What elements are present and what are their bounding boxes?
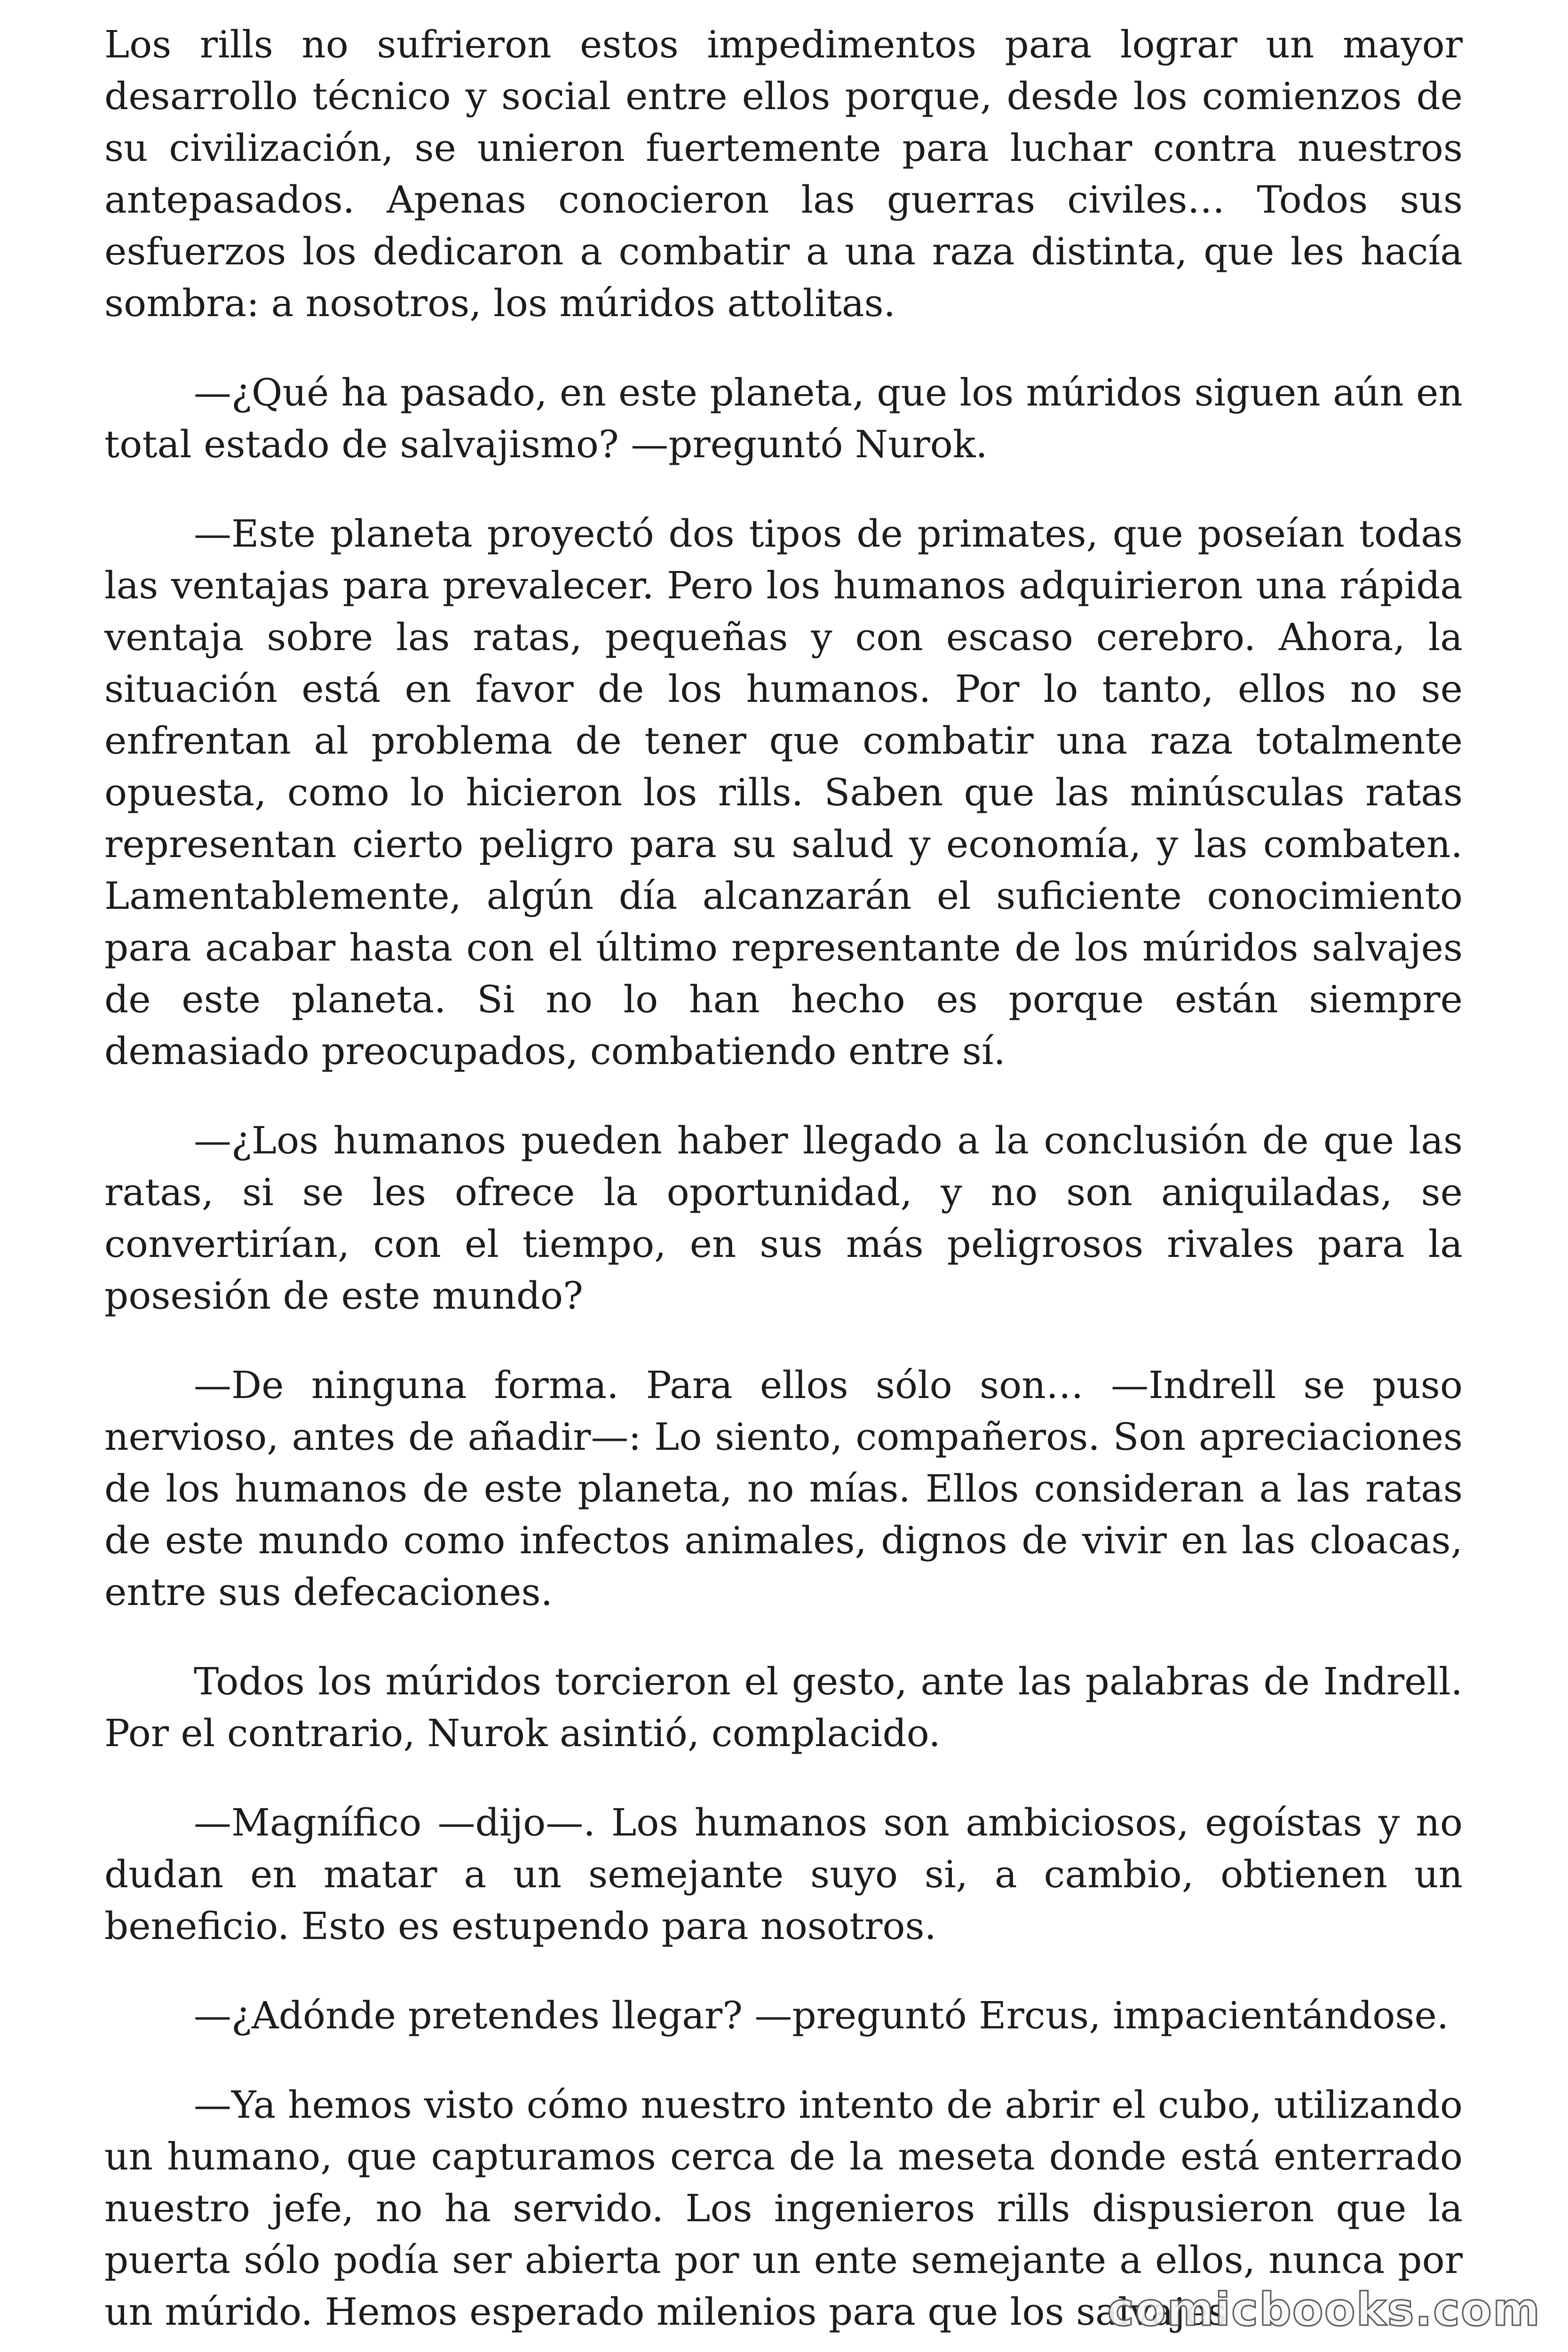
- paragraph-8: —¿Adónde pretendes llegar? —preguntó Ercus, impacientándose.: [194, 1994, 1449, 2037]
- book-page-text: [104, 19, 1463, 2338]
- site-watermark: comicbooks.com: [1107, 2283, 1541, 2336]
- paragraph-5: —De ninguna forma. Para ellos sólo son… —Indrell se puso nervioso, antes de añadir—: Lo siento, compañeros. Son apreciaciones de los humanos de este planeta, no mías. Ellos consideran a las ratas de este mundo como infectos animales, dignos de vivir en las cloacas, entre sus defecaciones.: [104, 1363, 1463, 1614]
- paragraph-9: —Ya hemos visto cómo nuestro intento de abrir el cubo, utilizando un humano, que capturamos cerca de la meseta donde está enterrado nuestro jefe, no ha servido. Los ingenieros rills dispusieron que la puerta sólo podía ser abierta por un ente semejante a ellos, nunca por un múrido. Hemos esperado milenios para que los salvajes: [104, 2083, 1463, 2334]
- paragraph-6: Todos los múridos torcieron el gesto, ante las palabras de Indrell. Por el contrario, Nurok asintió, complacido.: [104, 1660, 1463, 1755]
- paragraph-3: —Este planeta proyectó dos tipos de primates, que poseían todas las ventajas para prevalecer. Pero los humanos adquirieron una rápida ventaja sobre las ratas, pequeñas y con escaso cerebro. Ahora, la situación está en favor de los humanos. Por lo tanto, ellos no se enfrentan al problema de tener que combatir una raza totalmente opuesta, como lo hicieron los rills. Saben que las minúsculas ratas representan cierto peligro para su salud y economía, y las combaten. Lamentablemente, algún día alcanzarán el suficiente conocimiento para acabar hasta con el último representante de los múridos salvajes de este planeta. Si no lo han hecho es porque están siempre demasiado preocupados, combatiendo entre sí.: [104, 512, 1463, 1073]
- paragraph-7: —Magnífico —dijo—. Los humanos son ambiciosos, egoístas y no dudan en matar a un semejante suyo si, a cambio, obtienen un beneficio. Esto es estupendo para nosotros.: [104, 1801, 1463, 1948]
- paragraph-4: —¿Los humanos pueden haber llegado a la conclusión de que las ratas, si se les ofrece la oportunidad, y no son aniquiladas, se convertirían, con el tiempo, en sus más peligrosos rivales para la posesión de este mundo?: [104, 1119, 1463, 1318]
- paragraph-2: —¿Qué ha pasado, en este planeta, que los múridos siguen aún en total estado de salvajismo? —preguntó Nurok.: [104, 371, 1463, 466]
- paragraph-1: Los rills no sufrieron estos impedimentos para lograr un mayor desarrollo técnico y social entre ellos porque, desde los comienzos de su civilización, se unieron fuertemente para luchar contra nuestros antepasados. Apenas conocieron las guerras civiles… Todos sus esfuerzos los dedicaron a combatir a una raza distinta, que les hacía sombra: a nosotros, los múridos attolitas.: [104, 23, 1463, 325]
